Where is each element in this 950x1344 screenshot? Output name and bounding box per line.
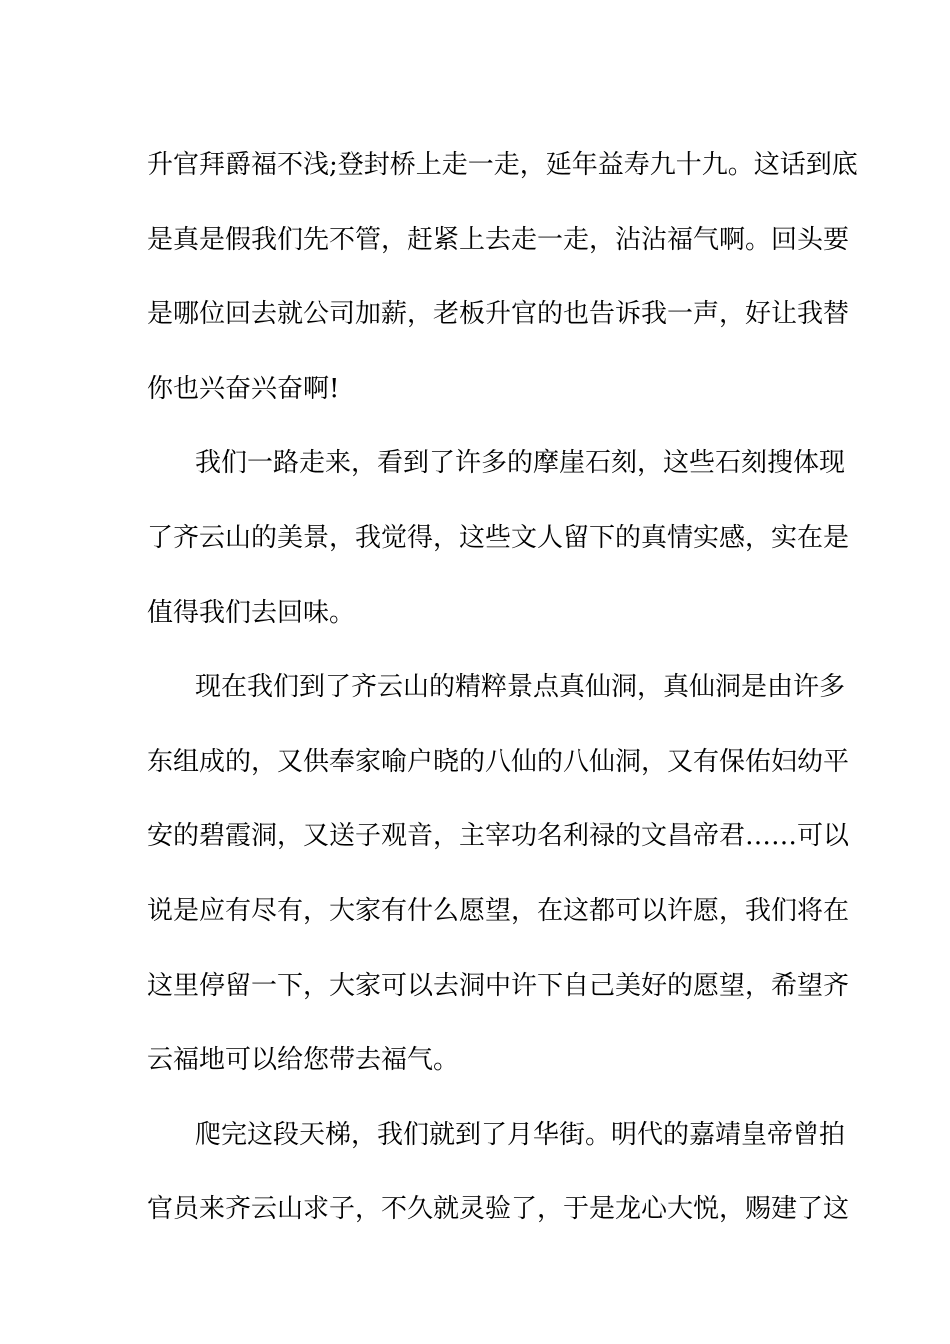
text-line: 是哪位回去就公司加薪，老板升官的也告诉我一声，好让我替 (147, 299, 850, 330)
body-text (147, 128, 858, 1247)
paragraph-1 (147, 128, 858, 426)
text-line: 我们一路走来，看到了许多的摩崖石刻，这些石刻搜体现 (195, 448, 846, 479)
text-line: 这里停留一下，大家可以去洞中许下自己美好的愿望，希望齐 (147, 970, 850, 1001)
text-line: 说是应有尽有，大家有什么愿望，在这都可以许愿，我们将在 (147, 895, 850, 926)
text-line: 升官拜爵福不浅;登封桥上走一走，延年益寿九十九。这话到底 (147, 150, 858, 180)
text-line: 你也兴奋兴奋啊! (147, 373, 340, 404)
text-line: 了齐云山的美景，我觉得，这些文人留下的真情实感，实在是 (147, 522, 850, 553)
text-line: 现在我们到了齐云山的精粹景点真仙洞，真仙洞是由许多 (195, 672, 846, 703)
text-line: 东组成的，又供奉家喻户晓的八仙的八仙洞，又有保佑妇幼平 (147, 746, 850, 777)
paragraph-3 (147, 650, 850, 1098)
text-line: 值得我们去回味。 (147, 597, 356, 628)
text-line: 是真是假我们先不管，赶紧上去走一走，沾沾福气啊。回头要 (147, 224, 850, 255)
text-line: 官员来齐云山求子，不久就灵验了，于是龙心大悦，赐建了这 (147, 1194, 850, 1225)
paragraph-4 (147, 1098, 850, 1247)
text-line: 安的碧霞洞，又送子观音，主宰功名利禄的文昌帝君……可以 (147, 821, 850, 852)
text-line: 云福地可以给您带去福气。 (147, 1045, 460, 1076)
text-line: 爬完这段天梯，我们就到了月华街。明代的嘉靖皇帝曾拍 (195, 1119, 846, 1150)
paragraph-2 (147, 426, 850, 650)
